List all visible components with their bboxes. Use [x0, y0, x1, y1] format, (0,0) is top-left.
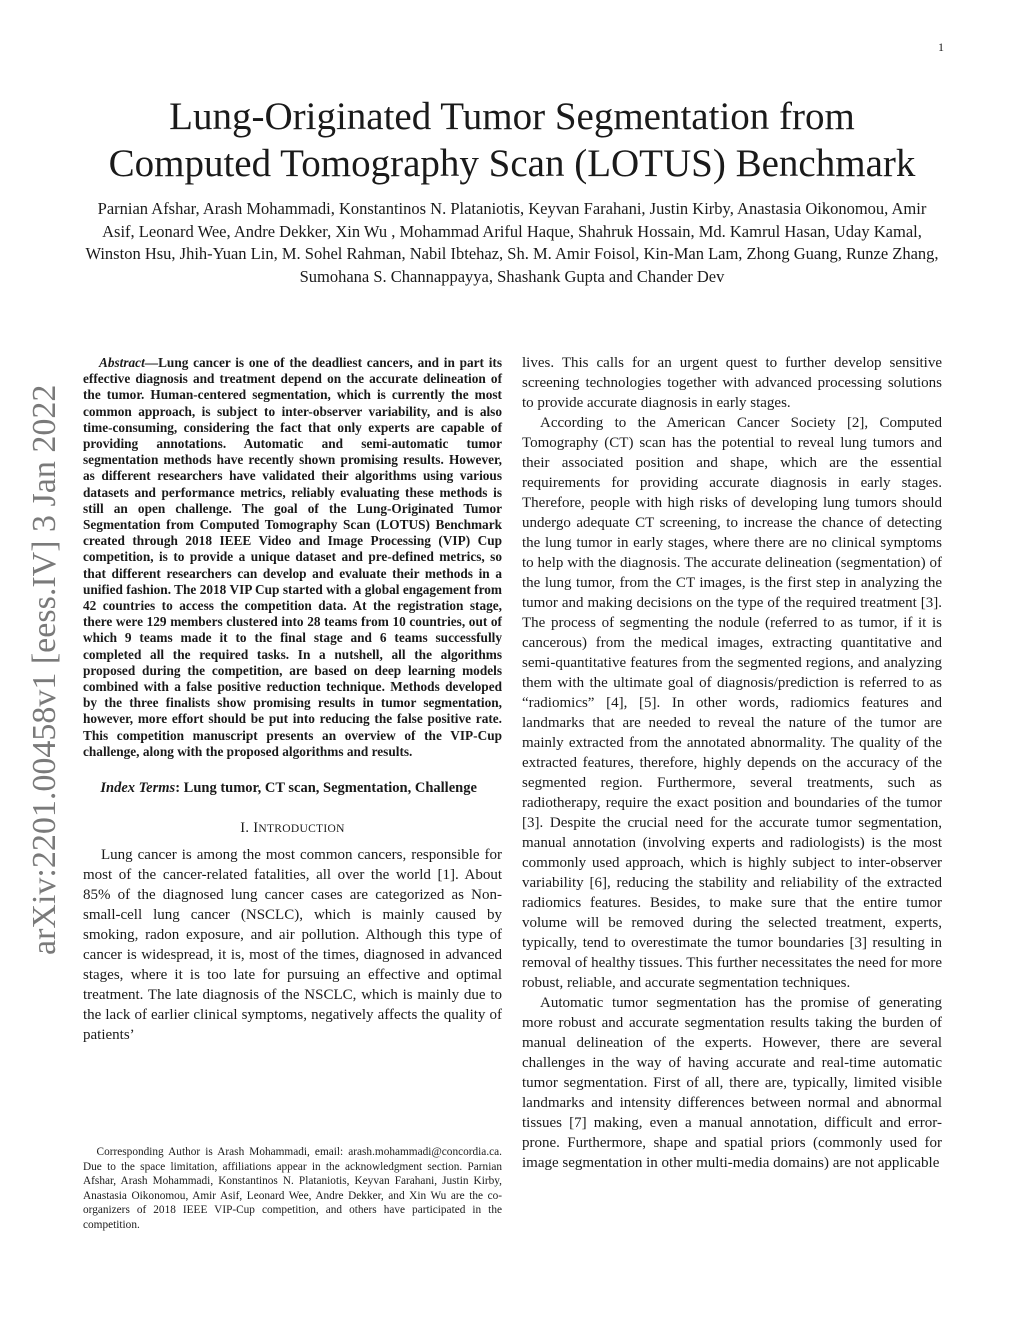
corresponding-author-footnote: Corresponding Author is Arash Mohammadi, email: arash.mohammadi@concordia.ca. Due to the space limitation, affiliations appear in the acknowledgment section. Parnian Afshar, Arash Mohammadi, Konstantinos N. Plataniotis, Keyvan Farahani, Justin Kirby, Anastasia Oikonomou, Amir Asif, Leonard Wee, Andre Dekker, and Xin Wu are the co-organizers of 2018 IEEE VIP-Cup competition, and others have participated in the competition. — [83, 1146, 502, 1231]
intro-paragraph-2: According to the American Cancer Society [2], Computed Tomography (CT) scan has the potential to reveal lung tumors and their associated position and shape, which are the essential requirements for providing accurate diagnosis in early stages. Therefore, people with high risks of developing lung tumors should undergo adequate CT screening, to increase the chance of detecting the lung tumor in early stages, where there are no clinical symptoms to help with the diagnosis. The accurate delineation (segmentation) of the lung tumor, from the CT images, is the first step in analyzing the tumor and making decisions on the type of the required treatment [3]. The process of segmenting the nodule (referred to as tumor, if it is cancerous) from the medical images, extracting quantitative and semi-quantitative features from the segmented regions, and analyzing them with the ultimate goal of diagnosis/prediction is referred to as “radiomics” [4], [5]. In other words, radiomics features and landmarks that are needed to reveal the nature of the tumor are mainly extracted from the annotated abnormality. The quality of the extracted features, therefore, highly depends on the accuracy of the segmented region. Furthermore, several treatments, such as radiotherapy, require the exact position and boundaries of the tumor [3]. Despite the crucial need for the accurate tumor segmentation, manual annotation (involving experts and radiologists) is the most commonly used approach, which is highly subject to inter-observer variability [6], reducing the stability and reliability of the extracted radiomics features. Besides, to make sure that the entire tumor volume will be removed during the selected treatment, experts, typically, tend to overestimate the tumor boundaries [3] resulting in removal of healthy tissues. This further necessitates the need for more robust, reliable, and accurate segmentation techniques. — [522, 415, 943, 991]
index-terms-label: Index Terms — [100, 780, 176, 797]
section-title-rest: NTRODUCTION — [258, 823, 345, 836]
abstract-text: —Lung cancer is one of the deadliest cancers, and in part its effective diagnosis and treatment depend on the accurate delineation of the tumor. Human-centered segmentation, which is currently the most common approach, is subject to inter-observer variability, and is also time-consuming, considering the fact that only experts are capable of providing annotations. Automatic and semi-automatic tumor segmentation methods have recently shown promising results. However, as different researchers have validated their algorithms using various datasets and performance metrics, reliably evaluating these methods is still an open challenge. The goal of the Lung-Originated Tumor Segmentation from Computed Tomography Scan (LOTUS) Benchmark created through 2018 IEEE Video and Image Processing (VIP) Cup competition, is to provide a unique dataset and pre-defined metrics, so that different researchers can develop and evaluate their methods in a unified fashion. The 2018 VIP Cup started with a global engagement from 42 countries to access the competition data. At the registration stage, there were 129 members clustered into 28 teams from 10 countries, out of which 9 teams made it to the final stage and 6 teams successfully completed all the required tasks. In a nutshell, all the algorithms proposed during the competition, are based on deep learning models combined with a false positive reduction technique. Methods developed by the three finalists show promising results in tumor segmentation, however, more effort should be put into reducing the false positive rate. This competition manuscript presents an overview of the VIP-Cup challenge, along with the proposed algorithms and results. — [83, 355, 502, 759]
intro-paragraph-1-continued: lives. This calls for an urgent quest to further develop sensitive screening technologies together with advanced processing solutions to provide accurate diagnosis in early stages. — [522, 355, 942, 411]
index-terms — [83, 778, 502, 798]
title-line-2: Computed Tomography Scan (LOTUS) Benchmark — [108, 142, 916, 185]
section-numeral: I. — [240, 820, 254, 837]
intro-paragraph-3: Automatic tumor segmentation has the promise of generating more robust and accurate segmentation results taking the burden of manual delineation of the experts. However, there are several challenges in the way of having accurate and real-time automatic tumor segmentation. First of all, there are, typically, limited visible landmarks and intensity differences between normal and abnormal tissues [7] making, even a manual annotation, difficult and error-prone. Furthermore, shape and spatial priors (commonly used for image segmentation in other multi-media domains) are not applicable — [522, 995, 942, 1171]
abstract — [83, 355, 502, 760]
section-first-letter: I — [253, 820, 259, 837]
author-list: Parnian Afshar, Arash Mohammadi, Konstantinos N. Plataniotis, Keyvan Farahani, Justin Kirby, Anastasia Oikonomou, Amir Asif, Leonard Wee, Andre Dekker, Xin Wu , Mohammad Ariful Haque, Shahruk Hossain, Md. Kamrul Hasan, Uday Kamal, Winston Hsu, Jhih-Yuan Lin, M. Sohel Rahman, Nabil Ibtehaz, Sh. M. Amir Foisol, Kin-Man Lam, Zhong Guang, Runze Zhang, Sumohana S. Channappayya, Shashank Gupta and Chander Dev — [85, 199, 939, 286]
abstract-label: Abstract — [98, 355, 145, 370]
index-terms-text: : Lung tumor, CT scan, Segmentation, Challenge — [175, 780, 477, 797]
intro-paragraph-1: Lung cancer is among the most common cancers, responsible for most of the cancer-related fatalities, all over the world [1]. About 85% of the diagnosed lung cancer cases are categorized as Non-small-cell lung cancer (NSCLC), which is mainly caused by smoking, radon exposure, and air pollution. Although this type of cancer is widespread, it is, most of the times, diagnosed in advanced stages, where it is too late for pursuing an effective and optimal treatment. The late diagnosis of the NSCLC, which is mainly due to the lack of earlier clinical symptoms, negatively affects the quality of patients’ — [83, 847, 502, 1044]
right-column — [522, 353, 942, 1173]
arxiv-identifier-stamp[interactable]: arXiv:2201.00458v1 [eess.IV] 3 Jan 2022 — [26, 384, 63, 955]
paper-title — [60, 93, 964, 187]
page-number: 1 — [938, 40, 944, 54]
section-heading-introduction — [83, 820, 502, 837]
title-line-1: Lung-Originated Tumor Segmentation from — [169, 95, 855, 138]
left-column — [83, 355, 502, 1045]
